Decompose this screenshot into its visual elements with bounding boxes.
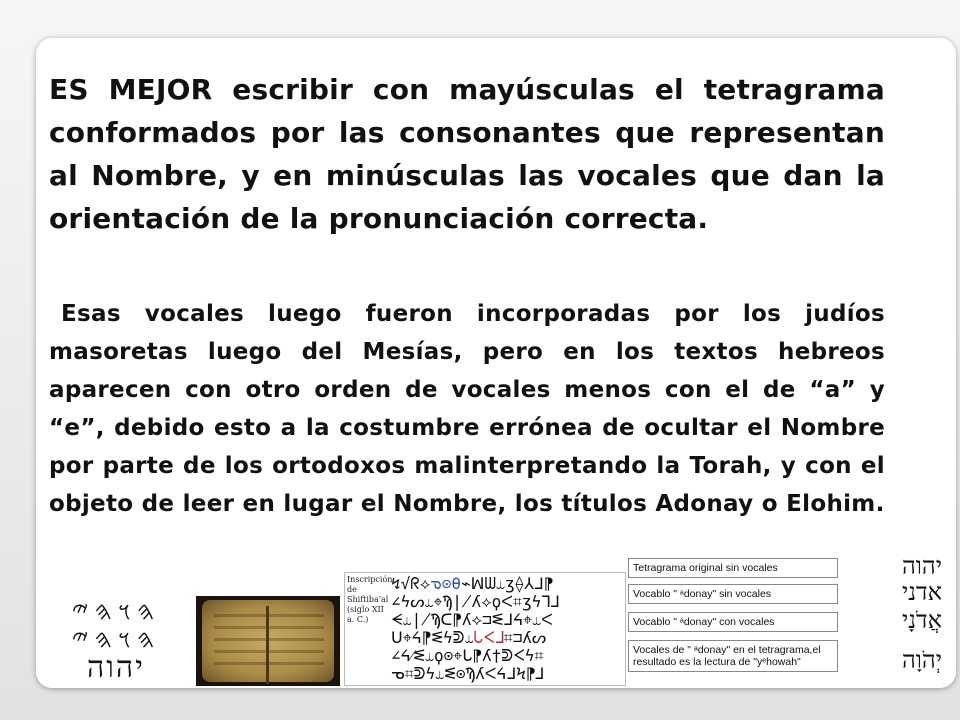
inscription-glyphs: ↯√ᖇ⟡ᓀ⊙θ⌁ꟽᗯ⥿ʒ⟠⅄ᒧ⁋ ∠ϟᔕ⥿⌖Ϡ∤ʎ⟡ϙᐸ⌗ʒϟᒣ⅃ ᗕ⥿∤Ϡᑕ⁋ʎ⟡⊐ᓬᒧᔦ⌖⥿ᐸ ᑌ⌖ᔦ⁋ᓬϟᕲ⥿ᒐᐸ⅃⌗⊐ʎᔕ ∠ᔦ⁄ᓬ⥿ϙ⊙⌖ᒐ⁋ʎ†ᕲᐸϟ⌗ ᓀ⌗ᕲϟ⥿ᓬ⊙ϠʎᐸᔦᒧϞ⁋⅃ (391, 575, 560, 683)
hebrew-line: יהוה (86, 650, 146, 685)
main-paragraph: ES MEJOR escribir con mayúsculas el tetragrama conformados por las consonantes que representan al Nombre, y en minúsculas las vocales que dan la orientación de la pronunciación correcta. (49, 73, 885, 235)
ancient-scroll-image (196, 596, 340, 686)
row-hebrew: יְהֹוָה (901, 646, 942, 674)
row-hebrew: יהוה (901, 552, 942, 580)
slide-card (36, 38, 956, 688)
row-label: Vocales de " ᵃdonay" en el tetragrama,el resultado es la lectura de "yᵉhowah" (628, 640, 838, 672)
paleo-hebrew-image (46, 598, 186, 688)
second-paragraph: Esas vocales luego fueron incorporadas por los judíos masoretas luego del Mesías, pero en los textos hebreos aparecen con otro orden de vocales menos con el de “a” y “e”, debido esto a la costumbre errónea de ocultar el Nombre por parte de los ortodoxos malinterpretando la Torah, y con el objeto de leer en lugar el Nombre, los títulos Adonay o Elohim. (49, 301, 885, 517)
inscription-caption: Inscripción de Shiftiba'al (siglo XII a. C.) (347, 575, 393, 624)
paleo-line-1: 𐤄𐤅𐤄𐤉 (71, 597, 161, 627)
inscription-image (344, 572, 626, 686)
row-label: Vocablo " ᵃdonay" sin vocales (628, 584, 838, 604)
row-hebrew: אדני (901, 578, 942, 606)
tetragram-table (628, 552, 946, 686)
scroll-parchment (202, 600, 334, 682)
row-hebrew: אֲדֹנָי (901, 606, 942, 634)
paleo-line-2: 𐤄𐤅𐤄𐤉 (71, 625, 161, 655)
row-label: Tetragrama original sin vocales (628, 558, 838, 578)
row-label: Vocablo " ᵃdonay" con vocales (628, 612, 838, 632)
